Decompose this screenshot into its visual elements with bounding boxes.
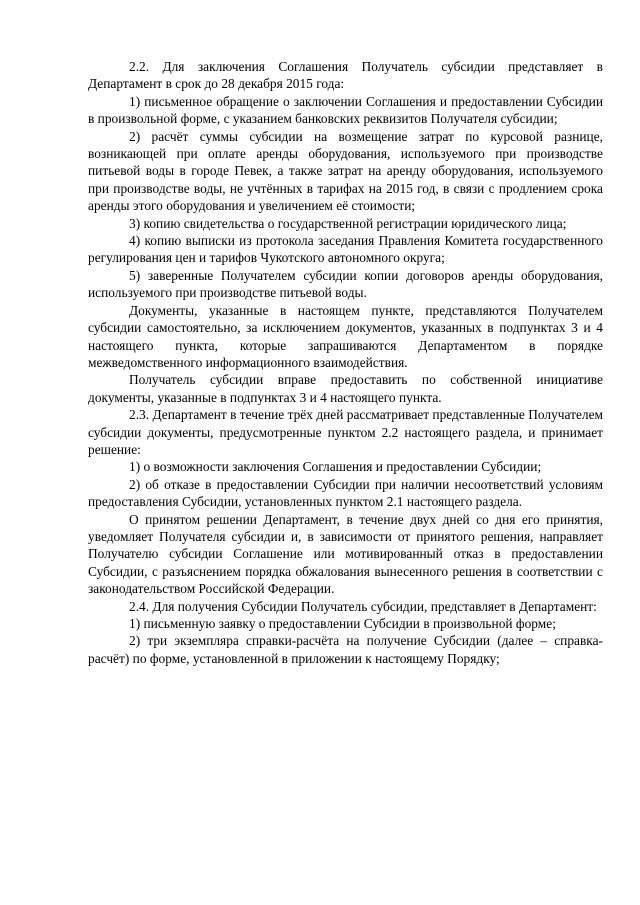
- paragraph-2-2: 2.2. Для заключения Соглашения Получатель субсидии представляет в Департамент в срок до 28 декабря 2015 года:: [88, 59, 603, 92]
- paragraph-2-2-item-4: 4) копию выписки из протокола заседания Правления Комитета государственного регулирования цен и тарифов Чукотского автономного округа;: [88, 233, 603, 266]
- paragraph-2-4: 2.4. Для получения Субсидии Получатель субсидии, представляет в Департамент:: [129, 598, 597, 614]
- paragraph-2-2-item-3: 3) копию свидетельства о государственной регистрации юридического лица;: [129, 215, 567, 231]
- paragraph-decision-notice: О принятом решении Департамент, в течение двух дней со дня его принятия, уведомляет Получателя субсидии и, в зависимости от принятого решения, направляет Получателю субсидии Соглашение или мотивированный отказ в предоставлении Субсидии, с разъяснением порядка обжалования вынесенного решения в соответствии с законодательством Российской Федерации.: [88, 511, 603, 597]
- paragraph-documents-note: Документы, указанные в настоящем пункте, представляются Получателем субсидии самостоятельно, за исключением документов, указанных в подпунктах 3 и 4 настоящего пункта, которые запрашиваются Департаментом в порядке межведомственного информационного взаимодействия.: [88, 302, 603, 370]
- paragraph-2-3-item-1: 1) о возможности заключения Соглашения и предоставлении Субсидии;: [129, 459, 542, 475]
- paragraph-2-3-item-2: 2) об отказе в предоставлении Субсидии при наличии несоответствий условиям предоставления Субсидии, установленных пунктом 2.1 настоящего раздела.: [88, 476, 603, 510]
- paragraph-2-4-item-2: 2) три экземпляра справки-расчёта на получение Субсидии (далее – справка-расчёт) по форме, установленной в приложении к настоящему Порядку;: [88, 633, 603, 666]
- paragraph-2-2-item-1: 1) письменное обращение о заключении Соглашения и предоставлении Субсидии в произвольной форме, с указанием банковских реквизитов Получателя субсидии;: [88, 93, 603, 127]
- paragraph-2-3: 2.3. Департамент в течение трёх дней рассматривает представленные Получателем субсидии документы, предусмотренные пунктом 2.2 настоящего раздела, и принимает решение:: [88, 407, 603, 457]
- paragraph-2-2-item-2: 2) расчёт суммы субсидии на возмещение затрат по курсовой разнице, возникающей при оплате аренды оборудования, используемого при производстве питьевой воды в городе Певек, а также затрат на аренду оборудования, используемого при производстве воды, не учтённых в тарифах на 2015 год, в связи с продлением срока аренды этого оборудования и увеличением её стоимости;: [88, 128, 603, 214]
- paragraph-2-2-item-5: 5) заверенные Получателем субсидии копии договоров аренды оборудования, используемого при производстве питьевой воды.: [88, 267, 603, 301]
- paragraph-initiative-note: Получатель субсидии вправе предоставить по собственной инициативе документы, указанные в подпунктах 3 и 4 настоящего пункта.: [88, 372, 603, 405]
- paragraph-2-4-item-1: 1) письменную заявку о предоставлении Субсидии в произвольной форме;: [129, 616, 556, 631]
- document-page: [88, 58, 603, 667]
